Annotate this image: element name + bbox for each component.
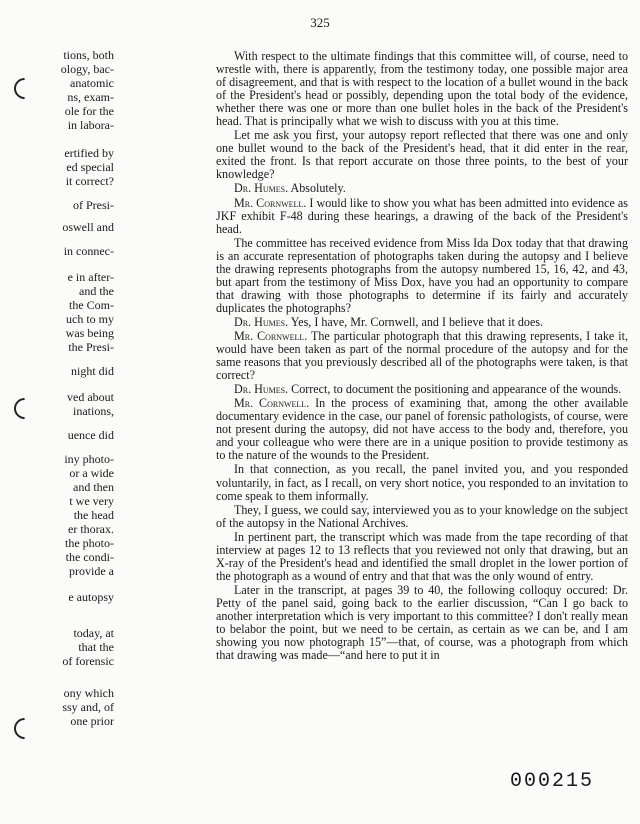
left-fragment-line: the Presi-: [68, 340, 114, 354]
paragraph-text: In the process of examining that, among the other available documentary evidence in the case, our panel of forensic pathologists, of course, were not present during the autopsy, did not have access to the body and, therefore, you and your colleague who were there are in a unique position to provide testimony as to the nature of the wounds to the President.: [216, 396, 629, 463]
transcript-paragraph: [216, 330, 628, 382]
paragraph-text: I would like to show you what has been admitted into evidence as JKF exhibit F-48 during these hearings, a drawing of the back of the President's head.: [216, 195, 629, 236]
left-fragment-line: uence did: [67, 428, 114, 442]
paragraph-text: The committee has received evidence from Miss Ida Dox today that that drawing is an accurate representation of photographs taken during the autopsy and I believe the drawing represents photographs from the autopsy numbered 15, 16, 42, and 43, but apart from the testimony of Miss Dox, have you had an opportunity to compare that drawing with those photographs to determine if its fairly and accurately duplicates the photographs?: [216, 235, 628, 315]
left-fragment-line: oswell and: [62, 220, 114, 234]
left-fragment-line: t we very: [69, 494, 114, 508]
left-fragment-line: uch to my: [66, 312, 114, 326]
left-fragment-line: the photo-: [65, 536, 114, 550]
left-fragment-line: night did: [70, 364, 114, 378]
left-fragment-line: ole for the: [64, 104, 114, 118]
left-fragment-line: er thorax.: [68, 522, 114, 536]
left-fragment-line: provide a: [69, 564, 114, 578]
left-fragment-line: one prior: [70, 714, 114, 728]
speaker-name: Mr. Cornwell.: [234, 195, 307, 210]
left-fragment-line: that the: [78, 640, 114, 654]
left-fragment-line: and the: [79, 284, 114, 298]
left-fragment-line: anatomic: [70, 76, 114, 90]
left-fragment-line: it correct?: [65, 174, 114, 188]
paragraph-text: Correct, to document the positioning and appearance of the wounds.: [291, 382, 622, 397]
transcript-paragraph: [216, 504, 628, 530]
paragraph-text: Let me ask you first, your autopsy report reflected that there was one and only one bullet wound to the back of the President's head, that it did enter in the rear, exited the front. Is that report accurate on those three points, to the best of your knowledge?: [216, 128, 628, 182]
left-fragment-line: ed special: [66, 160, 114, 174]
paragraph-text: In pertinent part, the transcript which was made from the tape recording of that interview at pages 12 to 13 reflects that you reviewed not only that drawing, but an X-ray of the President's head and identified the small droplet in the lower portion of the photograph as a wound of entry and that that was the only wound of entry.: [216, 529, 628, 583]
page-number: 325: [310, 15, 330, 30]
left-fragment-line: of forensic: [62, 654, 114, 668]
left-fragment-line: of Presi-: [73, 198, 114, 212]
left-fragment-line: was being: [65, 326, 114, 340]
speaker-name: Mr. Cornwell.: [234, 328, 308, 343]
transcript-paragraph: [216, 463, 628, 502]
left-fragment-line: e in after-: [67, 270, 114, 284]
left-fragment-line: ertified by: [64, 146, 114, 160]
left-fragment-line: tions, both: [63, 48, 114, 62]
speaker-name: Mr. Cornwell.: [234, 396, 310, 411]
left-fragment-line: and then: [73, 480, 114, 494]
left-fragment-line: iny photo-: [64, 452, 114, 466]
paragraph-text: With respect to the ultimate findings that this committee will, of course, need to wrestle with, there is apparently, from the testimony today, one possible major area of disagreement, and that is with respect to the location of a bullet wound in the back of the President's head or possibly, depending upon the total body of the evidence, whether there was one or more than one bullet holes in the back of the President's head. That is principally what we wish to discuss with you at this time.: [216, 49, 628, 129]
left-fragment-line: or a wide: [69, 466, 114, 480]
paragraph-text: Later in the transcript, at pages 39 to 40, the following colloquy occured: Dr. Petty of the panel said, going back to the earlier discussion, “Can I go back to another interpretation which is very important to this committee? I don't really mean to belabor the point, but we need to be certain, as certain as we can be, and I am showing you now photograph 15”—that, of course, was a photograph from which that drawing was made—“and here to put it in: [216, 582, 628, 663]
transcript-paragraph: [216, 316, 628, 329]
transcript-paragraph: [216, 584, 628, 662]
left-fragment-line: ns, exam-: [67, 90, 114, 104]
transcript-paragraph: [216, 197, 628, 236]
left-fragment-line: the Com-: [69, 298, 114, 312]
left-fragment-line: ssy and, of: [62, 700, 114, 714]
transcript-paragraph: [216, 50, 628, 128]
left-fragment-line: today, at: [73, 626, 114, 640]
left-fragment-line: e autopsy: [68, 590, 114, 604]
paragraph-text: Yes, I have, Mr. Cornwell, and I believe that it does.: [290, 314, 544, 329]
left-fragment-line: ony which: [63, 686, 114, 700]
paragraph-text: Absolutely.: [290, 181, 346, 196]
transcript-paragraph: [216, 397, 628, 462]
transcript-paragraph: [216, 129, 628, 181]
left-fragment-line: ology, bac-: [60, 62, 114, 76]
transcript-paragraph: [216, 182, 628, 195]
transcript-paragraph: [216, 531, 628, 583]
left-fragment-line: the condi-: [65, 550, 114, 564]
left-fragment-line: in connec-: [63, 244, 114, 258]
speaker-name: Dr. Humes.: [234, 314, 289, 329]
left-fragment-line: inations,: [73, 404, 114, 418]
speaker-name: Dr. Humes.: [234, 382, 289, 397]
transcript-paragraph: [216, 383, 628, 396]
left-fragment-line: ved about: [67, 390, 114, 404]
paragraph-text: The particular photograph that this drawing represents, I take it, would have been taken as part of the normal procedure of the autopsy and for the same reasons that you previously described all of the photographs were taken, is that correct?: [216, 328, 628, 383]
speaker-name: Dr. Humes.: [234, 181, 289, 196]
body-text: [216, 50, 628, 663]
transcript-paragraph: [216, 237, 628, 315]
paragraph-text: They, I guess, we could say, interviewed you as to your knowledge on the subject of the autopsy in the National Archives.: [216, 502, 628, 530]
document-stamp: 000215: [510, 770, 595, 793]
left-fragment-line: the head: [73, 508, 114, 522]
paragraph-text: In that connection, as you recall, the panel invited you, and you responded voluntarily, in fact, as I recall, on very short notice, you responded to an invitation to come speak to them informally.: [216, 462, 628, 503]
left-margin-column: [0, 48, 118, 748]
left-fragment-line: in labora-: [67, 118, 114, 132]
